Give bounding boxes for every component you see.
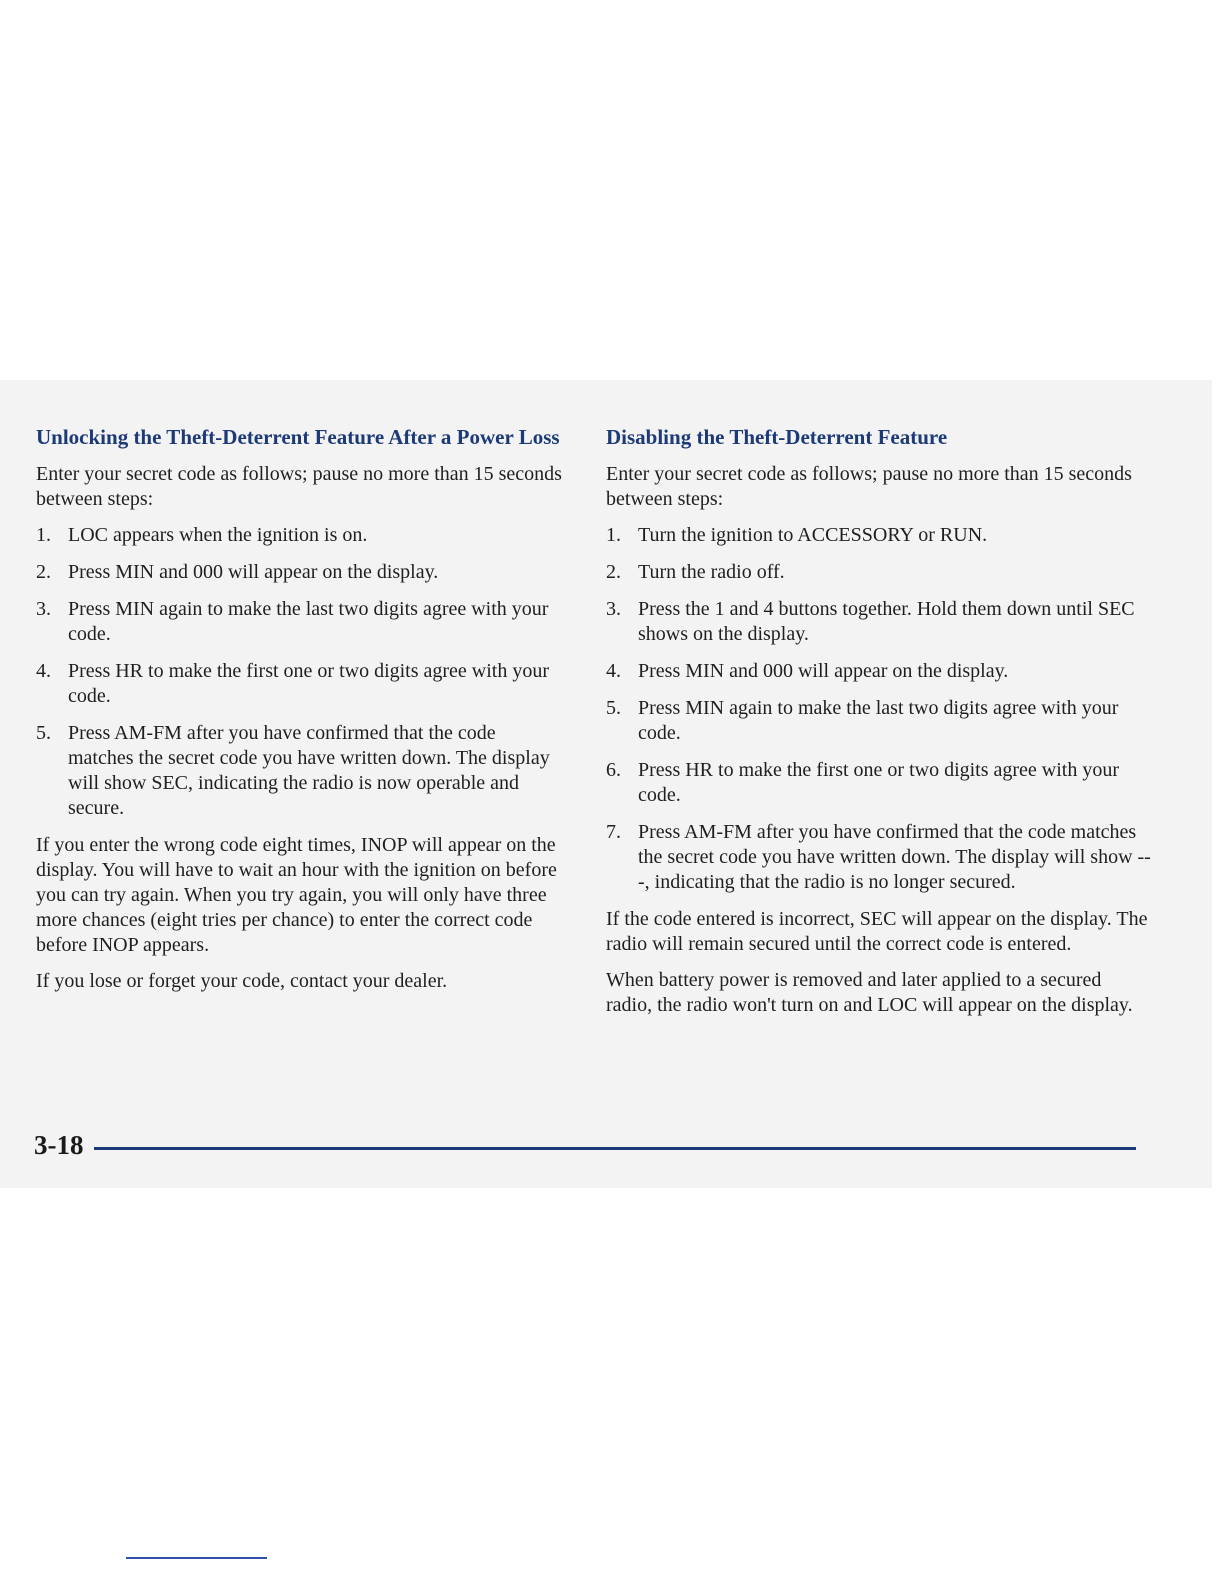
step-text: Press AM-FM after you have confirmed that the code matches the secret code you have written down. The display will show SEC, indicating the radio is now operable and secure. [68,722,550,819]
right-column [606,425,1151,1029]
right-battery-paragraph: When battery power is removed and later applied to a secured radio, the radio won't turn on and LOC will appear on the display. [606,969,1133,1016]
left-column [36,425,566,1005]
list-item [36,721,566,821]
step-number: 5. [606,697,621,719]
list-item [36,597,566,647]
right-intro: Enter your secret code as follows; pause no more than 15 seconds between steps: [606,463,1132,510]
step-text: Press HR to make the first one or two digits agree with your code. [68,660,550,707]
bottom-divider [126,1557,267,1559]
list-item [606,560,1151,585]
step-number: 3. [36,598,51,620]
list-item [606,523,1151,548]
list-item [36,523,566,548]
list-item [36,659,566,709]
right-steps-list [606,523,1151,895]
list-item [606,696,1151,746]
step-number: 7. [606,821,621,843]
list-item [36,560,566,585]
page-number: 3-18 [34,1130,84,1160]
step-text: Press MIN again to make the last two digits agree with your code. [68,598,549,645]
list-item [606,758,1151,808]
step-text: Press MIN again to make the last two digits agree with your code. [638,697,1119,744]
right-section-heading: Disabling the Theft-Deterrent Feature [606,425,948,449]
step-number: 4. [36,660,51,682]
step-text: LOC appears when the ignition is on. [68,524,368,546]
left-steps-list [36,523,566,821]
left-wrong-code-paragraph: If you enter the wrong code eight times, INOP will appear on the display. You will have to wait an hour with the ignition on before you can try again. When you try again, you will only have three more chances (eight tries per chance) to enter the correct code before INOP appears. [36,834,557,956]
list-item [606,820,1151,895]
list-item [606,659,1151,684]
step-number: 1. [36,524,51,546]
step-text: Turn the ignition to ACCESSORY or RUN. [638,524,988,546]
step-number: 2. [606,561,621,583]
step-text: Press HR to make the first one or two digits agree with your code. [638,759,1120,806]
step-text: Press the 1 and 4 buttons together. Hold them down until SEC shows on the display. [638,598,1135,645]
left-intro: Enter your secret code as follows; pause no more than 15 seconds between steps: [36,463,562,510]
list-item [606,597,1151,647]
right-incorrect-code-paragraph: If the code entered is incorrect, SEC will appear on the display. The radio will remain secured until the correct code is entered. [606,908,1148,955]
step-number: 4. [606,660,621,682]
step-number: 5. [36,722,51,744]
step-number: 1. [606,524,621,546]
footer-rule [94,1147,1136,1150]
step-text: Press MIN and 000 will appear on the display. [68,561,439,583]
step-text: Press AM-FM after you have confirmed that the code matches the secret code you have written down. The display will show ---, indicating that the radio is no longer secured. [638,821,1151,893]
step-number: 6. [606,759,621,781]
left-lost-code-paragraph: If you lose or forget your code, contact your dealer. [36,970,448,992]
left-section-heading: Unlocking the Theft-Deterrent Feature After a Power Loss [36,425,560,449]
step-number: 3. [606,598,621,620]
step-text: Turn the radio off. [638,561,785,583]
step-text: Press MIN and 000 will appear on the display. [638,660,1009,682]
step-number: 2. [36,561,51,583]
